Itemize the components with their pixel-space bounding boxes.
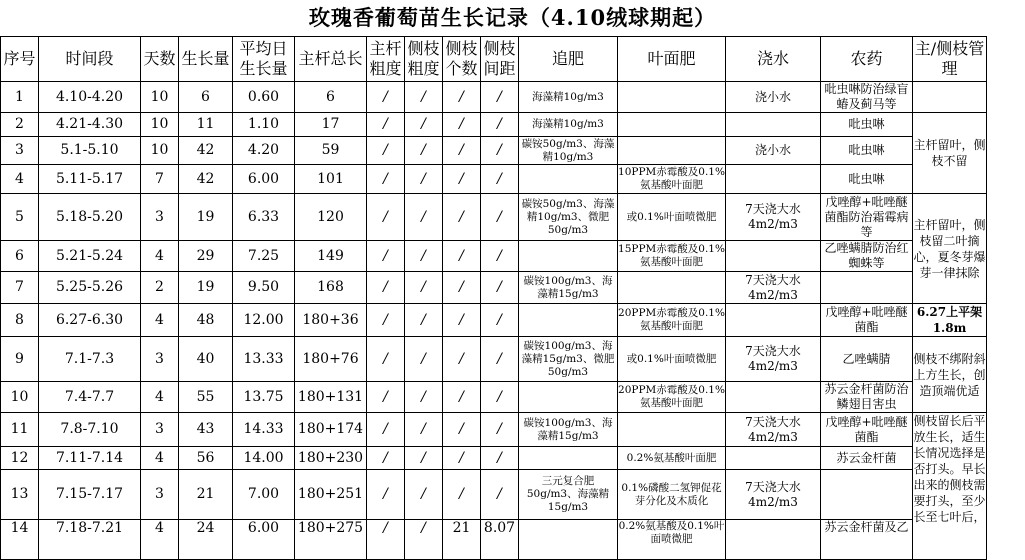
cell-pest: [821, 470, 913, 520]
cell-pest: 戊唑醇+吡唑醚菌酯防治霜霉病等: [821, 194, 913, 241]
cell-side-thick: /: [405, 194, 443, 241]
cell-side-spacing: /: [481, 413, 519, 447]
cell-side-thick: /: [405, 382, 443, 413]
cell-period: 7.1-7.3: [39, 337, 141, 382]
table-row: [1, 82, 987, 113]
cell-growth: 40: [179, 337, 233, 382]
cell-foliar: 0.1%磷酸二氢钾促花芽分化及木质化: [618, 470, 726, 520]
cell-pest: 苏云金杆菌: [821, 447, 913, 470]
cell-side-spacing: /: [481, 113, 519, 137]
header-period: 时间段: [39, 37, 141, 82]
cell-side-spacing: /: [481, 194, 519, 241]
cell-seq: 9: [1, 337, 39, 382]
table-row: [1, 413, 987, 447]
cell-side-count: /: [443, 304, 481, 337]
cell-pest: 戊唑醇+吡唑醚菌酯: [821, 413, 913, 447]
cell-total: 17: [295, 113, 367, 137]
cell-topdress: 碳铵50g/m3、海藻精10g/m3: [519, 137, 618, 165]
cell-topdress: 碳铵100g/m3、海藻精15g/m3、微肥50g/m3: [519, 337, 618, 382]
cell-period: 7.18-7.21: [39, 520, 141, 560]
cell-total: 180+275: [295, 520, 367, 560]
cell-side-spacing: /: [481, 382, 519, 413]
table-row: [1, 194, 987, 241]
cell-side-count: /: [443, 137, 481, 165]
table-row: [1, 382, 987, 413]
cell-days: 4: [141, 447, 179, 470]
cell-topdress: [519, 447, 618, 470]
cell-days: 3: [141, 413, 179, 447]
cell-period: 5.11-5.17: [39, 165, 141, 194]
header-growth: 生长量: [179, 37, 233, 82]
cell-avg: 6.00: [233, 165, 295, 194]
cell-side-thick: /: [405, 304, 443, 337]
cell-foliar: 0.2%氨基酸及0.1%叶面喷微肥: [618, 520, 726, 560]
cell-seq: 11: [1, 413, 39, 447]
cell-seq: 10: [1, 382, 39, 413]
cell-total: 180+174: [295, 413, 367, 447]
cell-growth: 55: [179, 382, 233, 413]
cell-water: [726, 241, 821, 272]
cell-pest: 吡虫啉: [821, 165, 913, 194]
cell-avg: 6.33: [233, 194, 295, 241]
cell-side-spacing: /: [481, 165, 519, 194]
cell-topdress: 碳铵50g/m3、海藻精10g/m3、微肥50g/m3: [519, 194, 618, 241]
table-row: [1, 137, 987, 165]
cell-pest: 乙唑螨腈: [821, 337, 913, 382]
cell-water: 7天浇大水4m2/m3: [726, 413, 821, 447]
cell-side-spacing: /: [481, 470, 519, 520]
cell-total: 180+230: [295, 447, 367, 470]
cell-period: 7.11-7.14: [39, 447, 141, 470]
table-row: [1, 337, 987, 382]
cell-side-thick: /: [405, 470, 443, 520]
cell-water: [726, 113, 821, 137]
cell-days: 3: [141, 194, 179, 241]
cell-side-spacing: /: [481, 337, 519, 382]
cell-side-spacing: /: [481, 241, 519, 272]
cell-topdress: 碳铵100g/m3、海藻精15g/m3: [519, 272, 618, 304]
cell-seq: 5: [1, 194, 39, 241]
cell-growth: 42: [179, 137, 233, 165]
cell-water: [726, 520, 821, 560]
cell-water: 浇小水: [726, 82, 821, 113]
cell-seq: 4: [1, 165, 39, 194]
header-days: 天数: [141, 37, 179, 82]
cell-seq: 2: [1, 113, 39, 137]
cell-topdress: 碳铵100g/m3、海藻精15g/m3: [519, 413, 618, 447]
cell-foliar: 或0.1%叶面喷微肥: [618, 194, 726, 241]
table-row: [1, 470, 987, 520]
header-side-thick: 侧枝粗度: [405, 37, 443, 82]
header-pesticide: 农药: [821, 37, 913, 82]
cell-side-count: /: [443, 165, 481, 194]
cell-days: 10: [141, 82, 179, 113]
cell-water: [726, 165, 821, 194]
cell-pest: 吡虫啉防治绿盲蝽及蓟马等: [821, 82, 913, 113]
cell-side-spacing: /: [481, 304, 519, 337]
cell-seq: 12: [1, 447, 39, 470]
management-note: 侧枝不绑附斜上方生长，创造顶端优适: [913, 337, 987, 413]
cell-period: 4.10-4.20: [39, 82, 141, 113]
header-seq: 序号: [1, 37, 39, 82]
cell-total: 101: [295, 165, 367, 194]
cell-topdress: [519, 241, 618, 272]
cell-total: 6: [295, 82, 367, 113]
table-row: [1, 113, 987, 137]
cell-topdress: [519, 520, 618, 560]
cell-side-count: /: [443, 194, 481, 241]
header-main-total: 主杆总长: [295, 37, 367, 82]
cell-topdress: 海藻精10g/m3: [519, 82, 618, 113]
table-row: [1, 241, 987, 272]
cell-total: 180+36: [295, 304, 367, 337]
cell-days: 4: [141, 520, 179, 560]
cell-foliar: [618, 272, 726, 304]
cell-avg: 0.60: [233, 82, 295, 113]
cell-avg: 1.10: [233, 113, 295, 137]
cell-seq: 14: [1, 520, 39, 560]
sheet-title: 玫瑰香葡萄苗生长记录（4.10绒球期起）: [308, 5, 717, 30]
cell-seq: 6: [1, 241, 39, 272]
growth-record-table: [0, 36, 987, 560]
cell-topdress: 三元复合肥50g/m3、海藻精15g/m3: [519, 470, 618, 520]
cell-days: 4: [141, 241, 179, 272]
cell-water: [726, 382, 821, 413]
cell-days: 3: [141, 337, 179, 382]
cell-main-thick: /: [367, 137, 405, 165]
cell-management-empty: [913, 82, 987, 113]
cell-growth: 21: [179, 470, 233, 520]
cell-avg: 13.33: [233, 337, 295, 382]
cell-main-thick: /: [367, 272, 405, 304]
cell-side-spacing: /: [481, 447, 519, 470]
cell-days: 4: [141, 304, 179, 337]
cell-total: 180+251: [295, 470, 367, 520]
cell-total: 180+76: [295, 337, 367, 382]
cell-pest: 吡虫啉: [821, 113, 913, 137]
cell-topdress: [519, 304, 618, 337]
cell-main-thick: /: [367, 304, 405, 337]
cell-total: 59: [295, 137, 367, 165]
cell-side-count: /: [443, 470, 481, 520]
cell-topdress: [519, 165, 618, 194]
cell-period: 4.21-4.30: [39, 113, 141, 137]
cell-days: 3: [141, 470, 179, 520]
cell-foliar: 10PPM赤霉酸及0.1%氨基酸叶面肥: [618, 165, 726, 194]
cell-period: 5.21-5.24: [39, 241, 141, 272]
cell-side-thick: /: [405, 137, 443, 165]
cell-side-count: /: [443, 113, 481, 137]
cell-side-thick: /: [405, 447, 443, 470]
cell-period: 7.8-7.10: [39, 413, 141, 447]
header-row: [1, 37, 987, 82]
cell-main-thick: /: [367, 520, 405, 560]
header-side-count: 侧枝个数: [443, 37, 481, 82]
cell-side-count: /: [443, 241, 481, 272]
cell-main-thick: /: [367, 470, 405, 520]
header-avg-growth: 平均日生长量: [233, 37, 295, 82]
cell-side-count: /: [443, 272, 481, 304]
cell-main-thick: /: [367, 337, 405, 382]
cell-side-thick: /: [405, 165, 443, 194]
header-watering: 浇水: [726, 37, 821, 82]
cell-main-thick: /: [367, 82, 405, 113]
cell-water: 7天浇大水4m2/m3: [726, 337, 821, 382]
cell-growth: 29: [179, 241, 233, 272]
cell-days: 10: [141, 113, 179, 137]
cell-side-thick: /: [405, 413, 443, 447]
cell-foliar: [618, 137, 726, 165]
header-main-thick: 主杆粗度: [367, 37, 405, 82]
cell-water: [726, 304, 821, 337]
cell-foliar: [618, 413, 726, 447]
cell-main-thick: /: [367, 413, 405, 447]
cell-seq: 3: [1, 137, 39, 165]
cell-side-count: /: [443, 337, 481, 382]
cell-period: 7.4-7.7: [39, 382, 141, 413]
cell-days: 10: [141, 137, 179, 165]
cell-side-count: /: [443, 382, 481, 413]
cell-side-count: /: [443, 413, 481, 447]
cell-growth: 48: [179, 304, 233, 337]
cell-seq: 1: [1, 82, 39, 113]
cell-period: 5.25-5.26: [39, 272, 141, 304]
header-side-spacing: 侧枝间距: [481, 37, 519, 82]
cell-water: [726, 447, 821, 470]
cell-total: 180+131: [295, 382, 367, 413]
cell-main-thick: /: [367, 447, 405, 470]
cell-pest: [821, 272, 913, 304]
cell-side-spacing: /: [481, 137, 519, 165]
cell-main-thick: /: [367, 241, 405, 272]
cell-days: 2: [141, 272, 179, 304]
cell-main-thick: /: [367, 382, 405, 413]
cell-growth: 56: [179, 447, 233, 470]
cell-avg: 14.33: [233, 413, 295, 447]
cell-foliar: 20PPM赤霉酸及0.1%氨基酸叶面肥: [618, 304, 726, 337]
cell-days: 4: [141, 382, 179, 413]
cell-side-thick: /: [405, 272, 443, 304]
cell-avg: 7.25: [233, 241, 295, 272]
table-row: [1, 447, 987, 470]
cell-seq: 8: [1, 304, 39, 337]
cell-days: 7: [141, 165, 179, 194]
cell-avg: 6.00: [233, 520, 295, 560]
cell-side-spacing: /: [481, 272, 519, 304]
cell-side-spacing: /: [481, 82, 519, 113]
cell-side-thick: /: [405, 241, 443, 272]
cell-foliar: 0.2%氨基酸叶面肥: [618, 447, 726, 470]
cell-side-count: 21: [443, 520, 481, 560]
cell-total: 149: [295, 241, 367, 272]
header-management: 主/侧枝管理: [913, 37, 987, 82]
cell-pest: 乙唑螨腈防治红蜘蛛等: [821, 241, 913, 272]
cell-pest: 苏云金杆菌防治鳞翅目害虫: [821, 382, 913, 413]
table-row: [1, 520, 987, 560]
cell-total: 120: [295, 194, 367, 241]
management-note: 主杆留叶，侧枝留二叶摘心，夏冬芽爆芽一律抹除: [913, 194, 987, 304]
header-topdress: 追肥: [519, 37, 618, 82]
cell-growth: 24: [179, 520, 233, 560]
cell-side-spacing: 8.07: [481, 520, 519, 560]
cell-pest: 戊唑醇+吡唑醚菌酯: [821, 304, 913, 337]
cell-period: 5.18-5.20: [39, 194, 141, 241]
cell-avg: 7.00: [233, 470, 295, 520]
cell-topdress: 海藻精10g/m3: [519, 113, 618, 137]
table-row: [1, 272, 987, 304]
cell-growth: 43: [179, 413, 233, 447]
table-row: [1, 304, 987, 337]
cell-seq: 7: [1, 272, 39, 304]
cell-foliar: [618, 82, 726, 113]
cell-water: 7天浇大水4m2/m3: [726, 470, 821, 520]
cell-side-thick: /: [405, 520, 443, 560]
cell-avg: 14.00: [233, 447, 295, 470]
cell-foliar: 或0.1%叶面喷微肥: [618, 337, 726, 382]
cell-period: 5.1-5.10: [39, 137, 141, 165]
cell-growth: 11: [179, 113, 233, 137]
cell-foliar: 20PPM赤霉酸及0.1%氨基酸叶面肥: [618, 382, 726, 413]
cell-growth: 19: [179, 194, 233, 241]
cell-foliar: [618, 113, 726, 137]
cell-growth: 6: [179, 82, 233, 113]
cell-avg: 4.20: [233, 137, 295, 165]
cell-pest: 吡虫啉: [821, 137, 913, 165]
cell-water: 7天浇大水4m2/m3: [726, 194, 821, 241]
cell-avg: 13.75: [233, 382, 295, 413]
header-foliar: 叶面肥: [618, 37, 726, 82]
cell-pest: 苏云金杆菌及乙: [821, 520, 913, 560]
cell-growth: 42: [179, 165, 233, 194]
cell-side-thick: /: [405, 113, 443, 137]
cell-foliar: 15PPM赤霉酸及0.1%氨基酸叶面肥: [618, 241, 726, 272]
cell-period: 6.27-6.30: [39, 304, 141, 337]
cell-period: 7.15-7.17: [39, 470, 141, 520]
cell-side-count: /: [443, 82, 481, 113]
cell-side-count: /: [443, 447, 481, 470]
cell-water: 7天浇大水4m2/m3: [726, 272, 821, 304]
cell-water: 浇小水: [726, 137, 821, 165]
table-row: [1, 165, 987, 194]
cell-main-thick: /: [367, 165, 405, 194]
cell-main-thick: /: [367, 113, 405, 137]
cell-avg: 12.00: [233, 304, 295, 337]
cell-seq: 13: [1, 470, 39, 520]
cell-growth: 19: [179, 272, 233, 304]
management-note: 6.27上平架1.8m: [913, 304, 987, 337]
cell-topdress: [519, 382, 618, 413]
cell-main-thick: /: [367, 194, 405, 241]
cell-avg: 9.50: [233, 272, 295, 304]
management-note: 主杆留叶，侧枝不留: [913, 113, 987, 194]
management-note: 侧枝留长后平放生长，适生长情况选择是否打头。早长出来的侧枝需要打头，至少长至七叶后，: [913, 413, 987, 560]
cell-side-thick: /: [405, 337, 443, 382]
cell-total: 168: [295, 272, 367, 304]
cell-side-thick: /: [405, 82, 443, 113]
